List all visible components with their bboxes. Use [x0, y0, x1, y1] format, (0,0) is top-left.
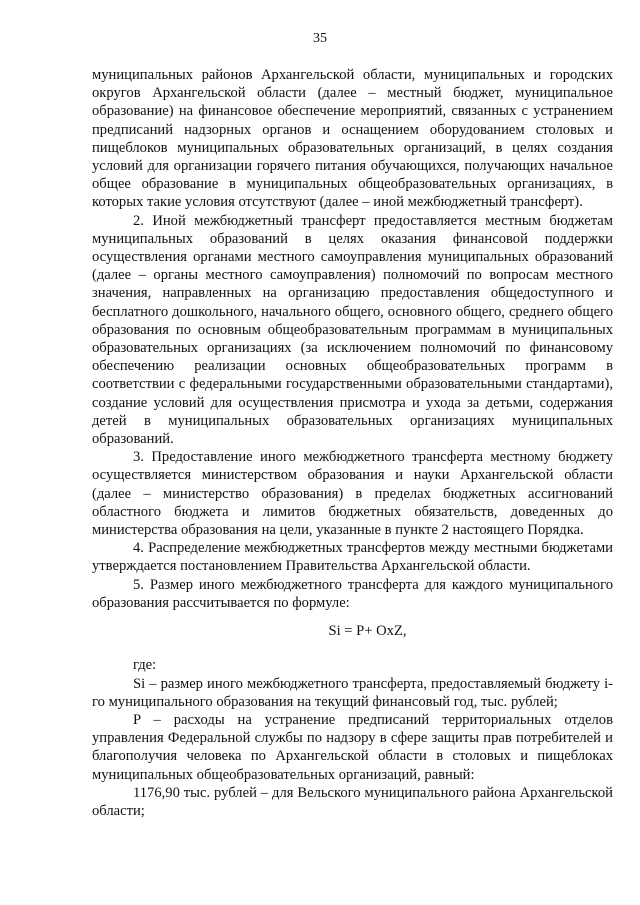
definition-p: P – расходы на устранение предписаний территориальных отделов управления Федеральной службы по надзору в сфере защиты прав потребителей и благополучия человека по Архангельской области в столовых и пищеблоках муниципальных общеобразовательных организаций, равный: — [92, 711, 613, 783]
value-velsky-district: 1176,90 тыс. рублей – для Вельского муниципального района Архангельской области; — [92, 784, 613, 819]
paragraph-5: 5. Размер иного межбюджетного трансферта для каждого муниципального образования рассчитывается по формуле: — [92, 576, 613, 611]
definition-si: Si – размер иного межбюджетного трансферта, предоставляемый бюджету i-го муниципального образования на текущий финансовый год, тыс. рублей; — [92, 675, 613, 710]
paragraph-intro-continuation: муниципальных районов Архангельской области, муниципальных и городских округов Архангельской области (далее – местный бюджет, муниципальное образование) на финансовое обеспечение мероприятий, связанных с устранением предписаний надзорных органов и оснащением оборудованием столовых и пищеблоков муниципальных образовательных организаций, в целях создания условий для организации горячего питания обучающихся, получающих начальное общее образование в муниципальных общеобразовательных организациях, в которых такие условия отсутствуют (далее – иной межбюджетный трансферт). — [92, 67, 613, 211]
paragraph-4: 4. Распределение межбюджетных трансфертов между местными бюджетами утверждается постановлением Правительства Архангельской области. — [92, 540, 613, 575]
paragraph-3: 3. Предоставление иного межбюджетного трансферта местному бюджету осуществляется министерством образования и науки Архангельской области (далее – министерство образования) в пределах бюджетных ассигнований областного бюджета и лимитов бюджетных обязательств, доведенных до министерства образования на цели, указанные в пункте 2 настоящего Порядка. — [92, 449, 613, 539]
paragraph-2: 2. Иной межбюджетный трансферт предоставляется местным бюджетам муниципальных образований в целях оказания финансовой поддержки осуществления органами местного самоуправления муниципальных образований (далее – органы местного самоуправления) полномочий по вопросам местного значения, направленных на организацию предоставления общедоступного и бесплатного дошкольного, начального общего, основного общего, среднего общего образования по основным общеобразовательным программам в муниципальных образовательных организациях (за исключением полномочий по финансовому обеспечению реализации основных общеобразовательных программ в соответствии с федеральными государственными образовательными стандартами), создание условий для осуществления присмотра и ухода за детьми, содержания детей в муниципальных образовательных организациях муниципальных образований. — [92, 212, 613, 448]
page-number: 35 — [313, 31, 327, 46]
formula-where-label: где: — [133, 657, 157, 674]
document-body — [92, 66, 613, 820]
formula: Si = P+ OxZ, — [328, 623, 407, 640]
